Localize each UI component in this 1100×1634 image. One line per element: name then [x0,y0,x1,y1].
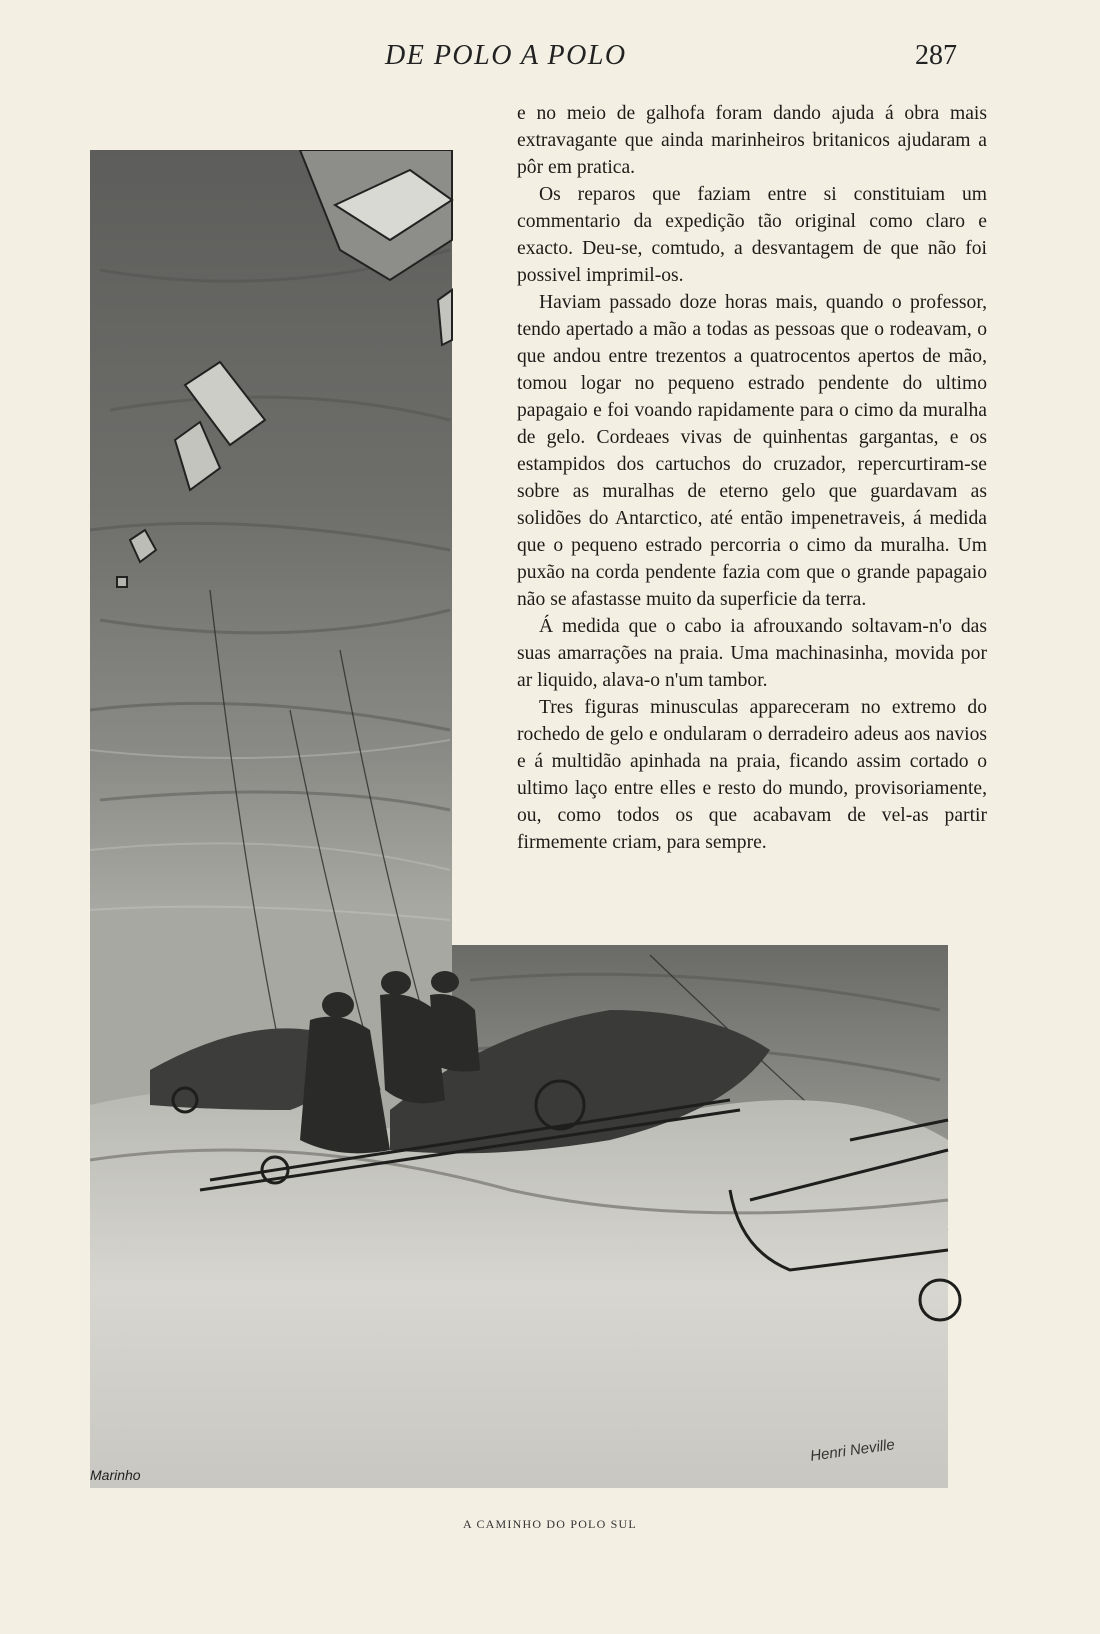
page-number: 287 [915,40,957,71]
figure-caption: A CAMINHO DO POLO SUL [463,1517,637,1531]
engraver-signature: Henri Neville [809,1436,896,1465]
paragraph: Tres figuras minusculas appareceram no extremo do rochedo de gelo e ondularam o derradeiro adeus aos navios e á multidão apinhada na praia, ficando assim cortado o ultimo laço entre elles e resto do mundo, provisoriamente, ou, como todos os que acabavam de vel-as partir firmemente criam, para sempre. [517,697,987,853]
body-text [517,100,987,856]
paragraph: Os reparos que faziam entre si constituiam um commentario da expedição tão original como claro e exacto. Deu-se, comtudo, a desvantagem de que não foi possivel imprimil-os. [517,184,987,286]
illustrator-signature: Marinho [90,1467,141,1483]
paragraph: Á medida que o cabo ia afrouxando soltavam-n'o das suas amarrações na praia. Uma machinasinha, movida por ar liquido, alava-o n'um tambor. [517,616,987,691]
paragraph: Haviam passado doze horas mais, quando o professor, tendo apertado a mão a todas as pessoas que o rodeavam, o que andou entre trezentos a quatrocentos apertos de mão, tomou logar no pequeno estrado pendente do ultimo papagaio e foi voando rapidamente para o cimo da muralha de gelo. Cordeaes vivas de quinhentas gargantas, e os estampidos dos cartuchos do cruzador, repercurtiram-se sobre as muralhas de eterno gelo que guardavam as solidões do Antarctico, até então impenetraveis, á medida que o pequeno estrado percorria o cimo da muralha. Um puxão na corda pendente fazia com que o grande papagaio não se afastasse muito da superficie da terra. [517,292,987,610]
running-title: DE POLO A POLO [385,40,627,71]
paragraph: e no meio de galhofa foram dando ajuda á obra mais extravagante que ainda marinheiros britanicos ajudaram a pôr em pratica. [517,103,987,178]
